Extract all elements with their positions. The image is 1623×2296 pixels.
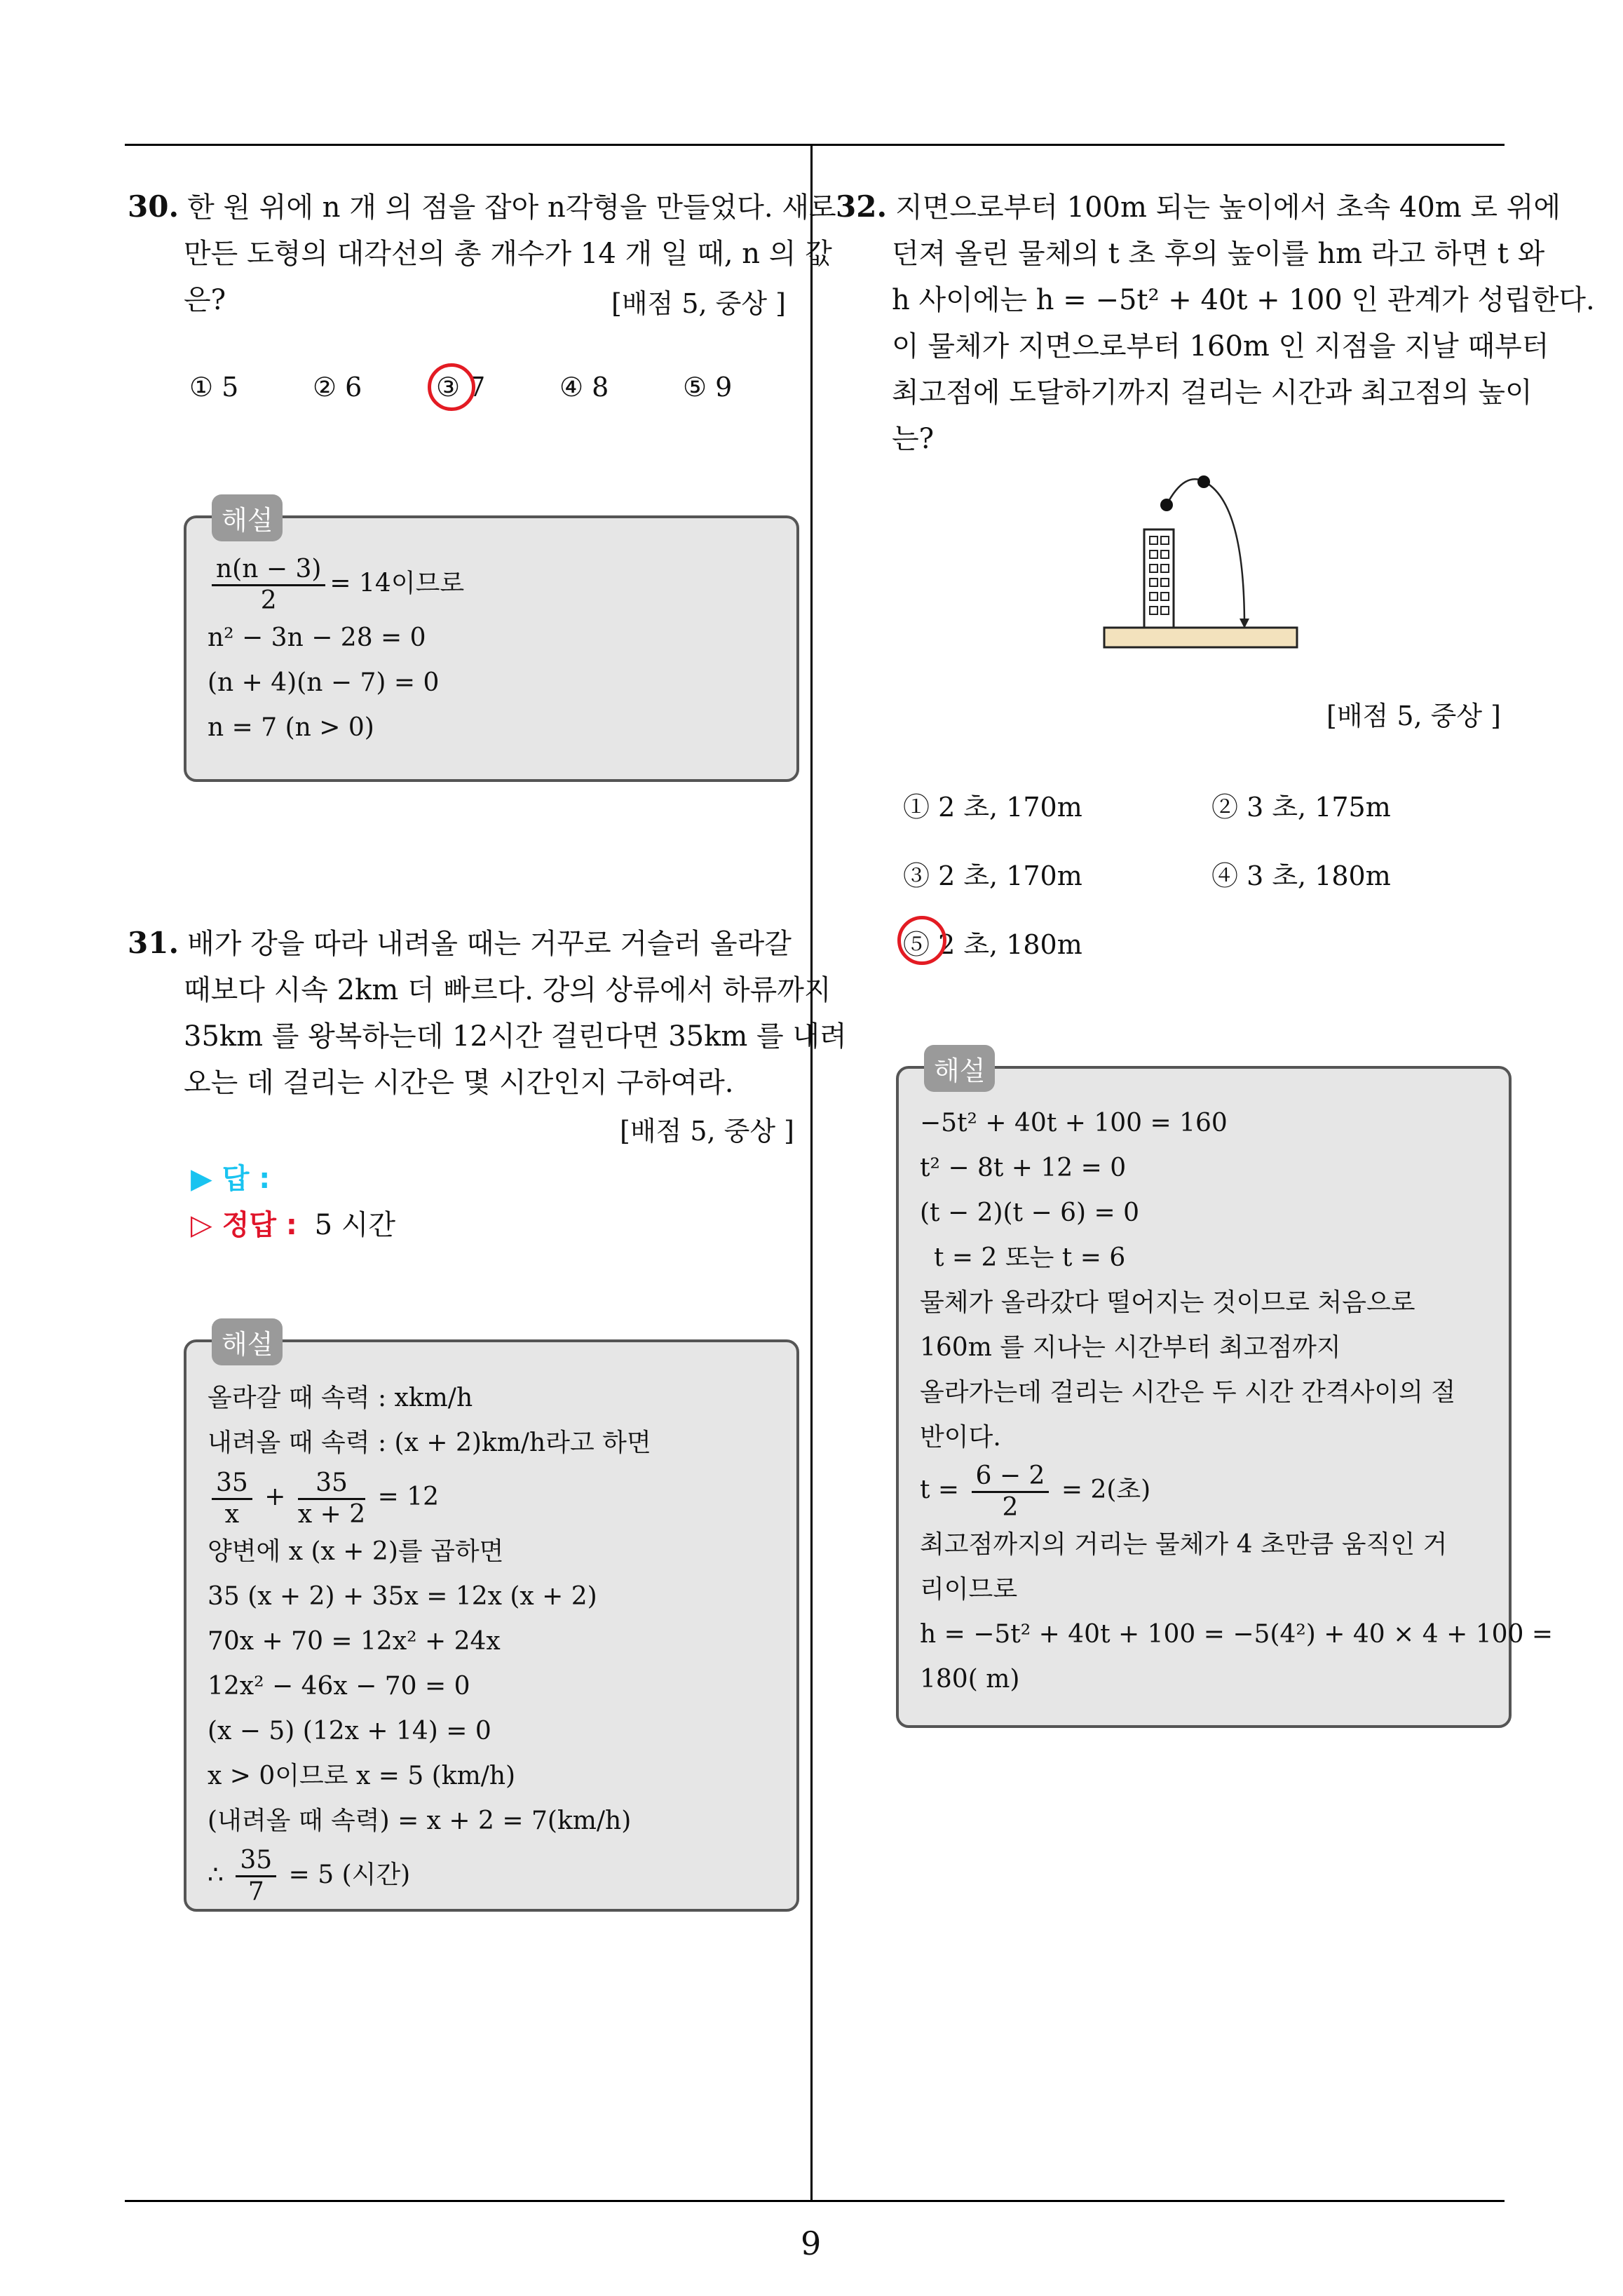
solution-line: 180( m) [920,1664,1020,1694]
bottom-rule [125,2200,1505,2202]
choice-1[interactable]: ① 5 [189,372,239,403]
solution-line: 12x² − 46x − 70 = 0 [208,1671,470,1701]
start-point [1160,499,1173,511]
question-text-line: 때보다 시속 2km 더 빠르다. 강의 상류에서 하류까지 [184,974,831,1006]
question-text-line: 오는 데 걸리는 시간은 몇 시간인지 구하여라. [184,1067,734,1099]
answer-label: ▶ 답 : [191,1163,271,1195]
question-31 [128,920,847,1106]
solution-line: n² − 3n − 28 = 0 [208,623,426,652]
question-text-line: 35km 를 왕복하는데 12시간 걸린다면 35km 를 내려 [184,1020,847,1053]
solution-line: 올라갈 때 속력 : xkm/h [208,1384,473,1412]
choice-2[interactable]: ② 6 [313,372,362,403]
solution-box-30 [184,505,799,782]
choice-3[interactable]: ③ 2 초, 170m [903,860,1082,891]
choice-2[interactable]: ② 3 초, 175m [1211,792,1391,823]
choice-5[interactable]: ⑤ 2 초, 180m [903,929,1082,960]
solution-line: (t − 2)(t − 6) = 0 [920,1198,1139,1227]
solution-line: (내려올 때 속력) = x + 2 = 7(km/h) [208,1806,632,1835]
choice-4[interactable]: ④ 3 초, 180m [1211,860,1391,891]
fraction: $\frac{6 - 2}{2}$ [972,1461,1050,1522]
page-number: 9 [801,2224,822,2262]
projectile-diagram [1094,463,1311,652]
choice-1[interactable]: ① 2 초, 170m [903,792,1082,823]
score-meta: [배점 5, 중상 ] [620,1116,794,1147]
solution-line: 160m 를 지나는 시간부터 최고점까지 [920,1333,1341,1362]
answer-block [191,1156,395,1248]
question-text-line: 는? [892,423,935,455]
score-meta: [배점 5, 중상 ] [1326,701,1501,731]
fraction: $\frac{35}{x}$ [212,1468,252,1529]
solution-line: 리이므로 [920,1574,1018,1604]
solution-line: h = −5t² + 40t + 100 = −5(4²) + 40 × 4 + 100 = [920,1619,1554,1649]
choice-3[interactable]: ③ 7 [436,372,486,403]
solution-line: (x − 5) (12x + 14) = 0 [208,1716,491,1745]
solution-body: 올라갈 때 속력 : xkm/h 내려올 때 속력 : (x + 2)km/h라고 하면 $\frac{35}{x}$ + $\frac{35}{x + 2}$ = 12 양변에 x (x + 2)를 곱하면 35 (x + 2) + 35x = 12x (x + 2) 70x + 70 = 12x² + 24x 12x² − 46x − 70 = 0 (x − 5) (12x + 14) = 0 x > 0이므로 x = 5 (km/h) (내려올 때 속력) = x + 2 = 7(km/h) ∴ $\frac{35}{7}$ = 5 (시간) [208,1376,651,1907]
solution-line: 35 (x + 2) + 35x = 12x (x + 2) [208,1581,597,1611]
choice-4[interactable]: ④ 8 [559,372,609,403]
solution-box-32 [896,1055,1554,1728]
solution-line: 물체가 올라갔다 떨어지는 것이므로 처음으로 [920,1288,1415,1317]
solution-line: t² − 8t + 12 = 0 [920,1154,1127,1182]
solution-label: 해설 [924,1045,995,1092]
fraction: $\frac{n(n - 3)}{2}$ [212,555,325,616]
solution-line: t = 2 또는 t = 6 [934,1243,1126,1272]
correct-answer-label: ▷ 정답 : [191,1209,297,1241]
score-meta: [배점 5, 중상 ] [611,288,786,319]
solution-label: 해설 [212,1318,283,1365]
question-text-line: h 사이에는 h = −5t² + 40t + 100 인 관계가 성립한다. [892,284,1595,316]
solution-line: x > 0이므로 x = 5 (km/h) [208,1761,516,1790]
correct-answer-value: 5 시간 [314,1209,396,1241]
solution-line: n = 7 (n > 0) [208,713,374,742]
solution-line: 70x + 70 = 12x² + 24x [208,1626,501,1656]
question-text-line: 이 물체가 지면으로부터 160m 인 지점을 지날 때부터 [892,330,1549,363]
solution-line: (n + 4)(n − 7) = 0 [208,668,440,697]
question-number: 31. [128,926,179,960]
trajectory-path [1167,479,1244,626]
solution-body: −5t² + 40t + 100 = 160 t² − 8t + 12 = 0 (t − 2)(t − 6) = 0 t = 2 또는 t = 6 물체가 올라갔다 떨어지는 것이므로 처음으로 160m 를 지나는 시간부터 최고점까지 올라가는데 걸리는 시간은 두 시간 간격사이의 절 반이다. t = $\frac{6 - 2}{2}$ = 2(초) 최고점까지의 거리는 물체가 4 초만큼 움직인 거 리이므로 h = −5t² + 40t + 100 = −5(4²) + 40 × 4 + 100 = 180( m) [920,1101,1553,1702]
answer-mark-circle [897,916,946,965]
solution-line: −5t² + 40t + 100 = 160 [920,1109,1228,1137]
question-text-line: 만든 도형의 대각선의 총 개수가 14 개 일 때, n 의 값 [184,238,832,270]
solution-label: 해설 [212,494,283,541]
question-number: 30. [128,189,179,224]
solution-line: 반이다. [920,1423,1001,1452]
question-text-line: 지면으로부터 100m 되는 높이에서 초속 40m 로 위에 [895,191,1561,224]
answer-mark-circle [428,363,475,411]
solution-line: 최고점까지의 거리는 물체가 4 초만큼 움직인 거 [920,1529,1448,1559]
question-text-line: 던져 올린 물체의 t 초 후의 높이를 hm 라고 하면 t 와 [892,238,1545,270]
column-divider [810,144,813,2201]
fraction: $\frac{35}{x + 2}$ [297,1468,366,1529]
ground [1104,628,1297,647]
solution-box-31 [184,1329,799,1912]
fraction: $\frac{35}{7}$ [236,1846,276,1907]
solution-line: 내려올 때 속력 : (x + 2)km/h라고 하면 [208,1429,651,1457]
peak-point [1197,475,1210,488]
question-32 [836,184,1595,462]
question-number: 32. [836,189,888,224]
solution-line: 올라가는데 걸리는 시간은 두 시간 간격사이의 절 [920,1378,1456,1407]
choice-5[interactable]: ⑤ 9 [683,372,733,403]
solution-line: 양변에 x (x + 2)를 곱하면 [208,1537,504,1566]
top-rule [125,144,1505,146]
question-text-line: 최고점에 도달하기까지 걸리는 시간과 최고점의 높이 [892,377,1533,409]
question-text-line: 은? [184,284,226,316]
solution-body: $\frac{n(n - 3)}{2}$ = 14이므로 n² − 3n − 28 = 0 (n + 4)(n − 7) = 0 n = 7 (n > 0) [208,555,464,750]
question-text-line: 한 원 위에 n 개 의 점을 잡아 n각형을 만들었다. 새로 [187,191,836,224]
question-text-line: 배가 강을 따라 내려올 때는 거꾸로 거슬러 올라갈 [187,928,792,960]
